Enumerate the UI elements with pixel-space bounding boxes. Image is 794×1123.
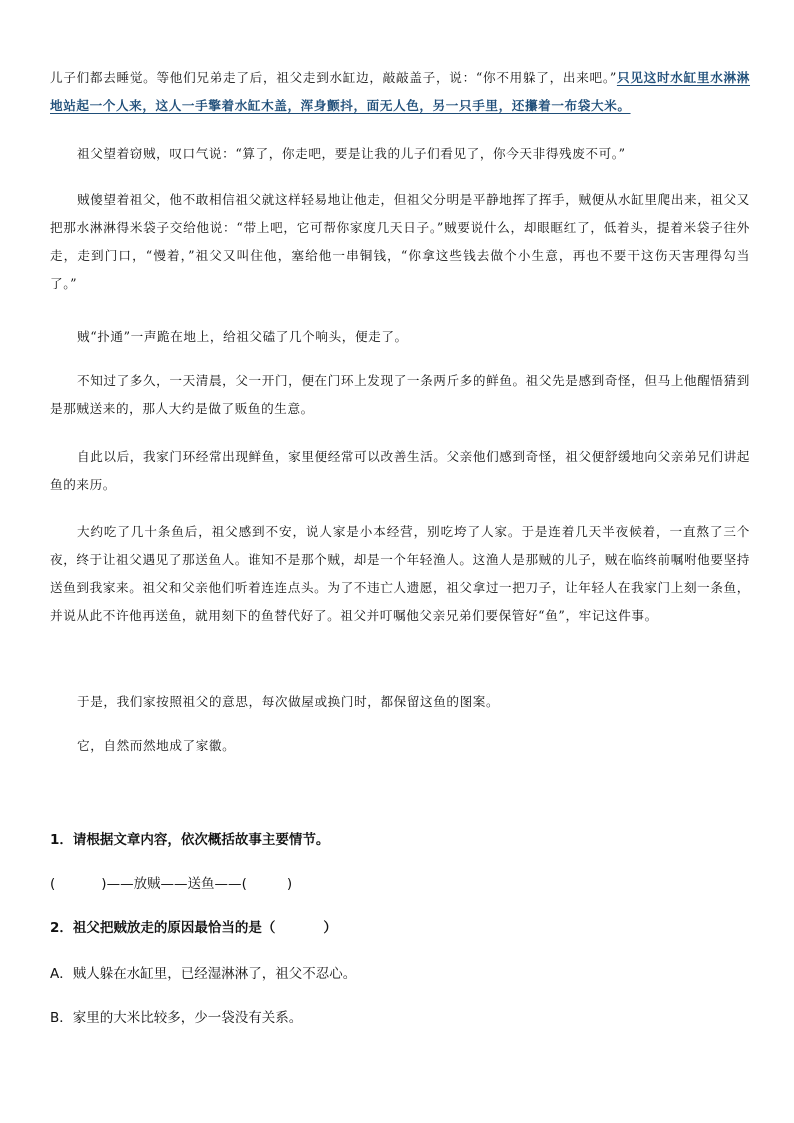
- paragraph-text: 自此以后，我家门环经常出现鲜鱼，家里便经常可以改善生活。父亲他们感到奇怪，祖父便舒缓地向父亲弟兄们讲起鱼的来历。: [50, 449, 750, 492]
- highlighted-sentence: 只见这时水缸里水淋淋地站起一个人来，这人一手擎着水缸木盖，浑身颤抖，面无人色，另一只手里，还攥着一布袋大米。: [50, 70, 751, 113]
- option-a[interactable]: A．贼人躲在水缸里，已经湿淋淋了，祖父不忍心。: [50, 966, 357, 982]
- paren-close: ): [286, 876, 293, 892]
- story-paragraph-5: [50, 367, 750, 423]
- paragraph-text: 大约吃了几十条鱼后，祖父感到不安，说人家是小本经营，别吃垮了人家。于是连着几天半夜候着，一直熬了三个夜，终于让祖父遇见了那送鱼人。谁知不是那个贼，却是一个年轻渔人。这渔人是那贼的儿子，贼在临终前嘱咐他要坚持送鱼到我家来。祖父和父亲他们听着连连点头。为了不违亡人遗愿，祖父拿过一把刀子，让年轻人在我家门上刻一条鱼，并说从此不许他再送鱼，就用刻下的鱼替代好了。祖父并叮嘱他父亲兄弟们要保管好“鱼”，牢记这件事。: [50, 524, 750, 623]
- story-paragraph-3: [50, 186, 750, 298]
- paren-close: ）: [323, 920, 337, 936]
- story-paragraph-7: [50, 518, 750, 630]
- paragraph-text: 它，自然而然地成了家徽。: [77, 738, 236, 753]
- paren-open: (: [50, 876, 56, 892]
- story-paragraph-2: [50, 140, 750, 168]
- question-1-answer-line: [50, 872, 750, 892]
- question-2-title: [50, 916, 750, 936]
- story-text: 儿子们都去睡觉。等他们兄弟走了后，祖父走到水缸边，敲敲盖子，说：“你不用躲了，出来吧。”: [50, 70, 617, 85]
- question-2-text: 2．祖父把贼放走的原因最恰当的是（: [50, 920, 276, 936]
- paragraph-text: 贼傻望着祖父，他不敢相信祖父就这样轻易地让他走，但祖父分明是平静地挥了挥手，贼便从水缸里爬出来，祖父又把那水淋淋得米袋子交给他说：“带上吧，它可帮你家度几天日子。”贼要说什么，却眼眶红了，低着头，提着米袋子往外走，走到门口，“慢着，”祖父又叫住他，塞给他一串铜钱，“你拿这些钱去做个小生意，再也不要干这伤天害理得勾当了。”: [50, 192, 750, 291]
- question-1-title: 1．请根据文章内容，依次概括故事主要情节。: [50, 832, 330, 848]
- paragraph-text: 祖父望着窃贼，叹口气说：“算了，你走吧，要是让我的儿子们看见了，你今天非得残废不可。”: [77, 146, 626, 161]
- paragraph-text: 不知过了多久，一天清晨，父一开门，便在门环上发现了一条两斤多的鲜鱼。祖父先是感到奇怪，但马上他醒悟猜到是那贼送来的，那人大约是做了贩鱼的生意。: [50, 373, 750, 416]
- paren-open: (: [241, 876, 247, 892]
- story-paragraph-6: [50, 443, 750, 499]
- plot-steps: ——放贼——送鱼——: [106, 876, 242, 892]
- paragraph-text: 贼“扑通”一声跪在地上，给祖父磕了几个响头，便走了。: [77, 329, 408, 344]
- story-paragraph-8: [50, 688, 750, 716]
- story-paragraph-1: [50, 64, 750, 120]
- option-b[interactable]: B．家里的大米比较多，少一袋没有关系。: [50, 1010, 303, 1026]
- paragraph-text: 于是，我们家按照祖父的意思，每次做屋或换门时，都保留这鱼的图案。: [77, 694, 500, 709]
- story-paragraph-9: [50, 732, 750, 760]
- story-paragraph-4: [50, 323, 750, 351]
- paren-close: ): [101, 876, 107, 892]
